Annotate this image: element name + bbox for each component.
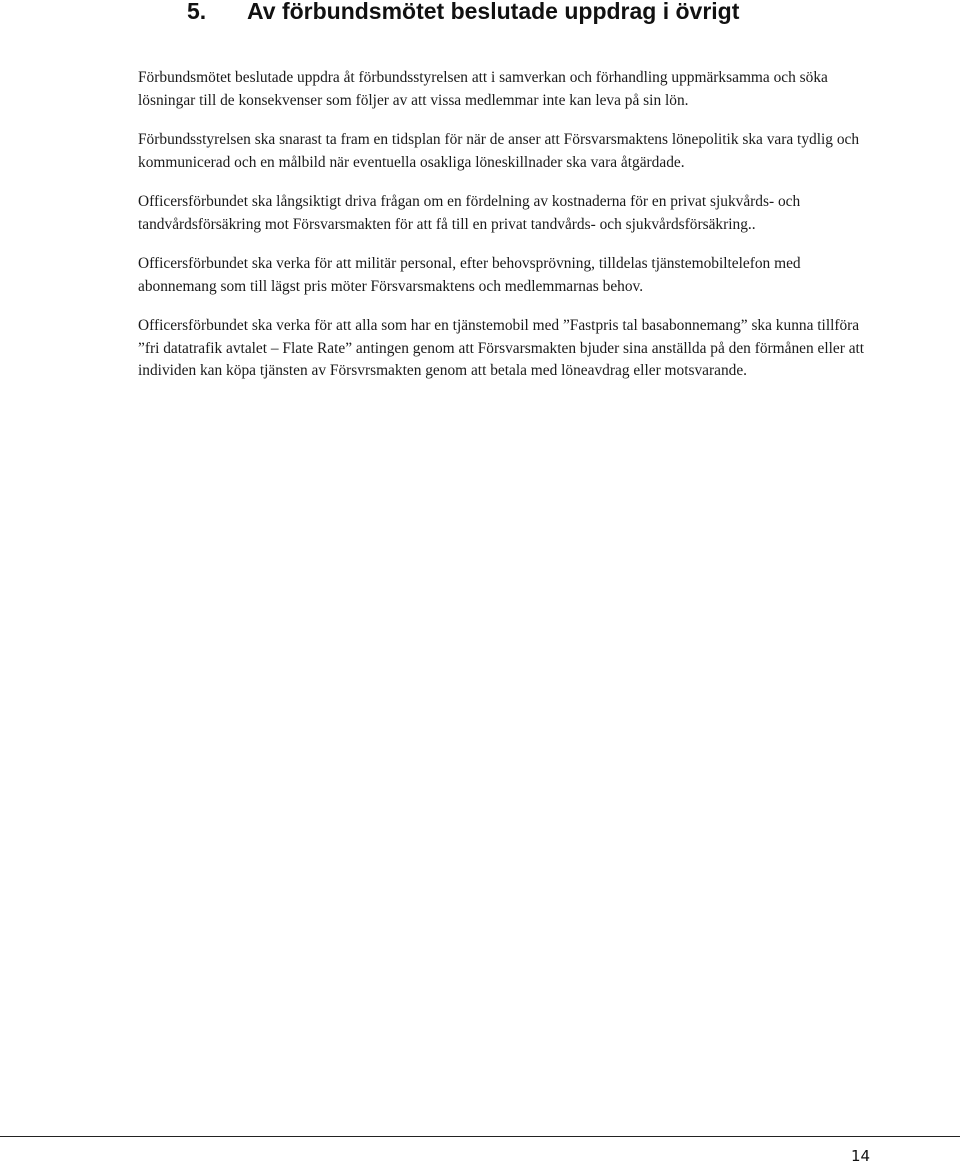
paragraph-5: Officersförbundet ska verka för att alla som har en tjänstemobil med ”Fastpris tal basabonnemang” ska kunna tillföra ”fri datatrafik avtalet – Flate Rate” antingen genom att Försvarsmakten bjuder sina anställda på den förmånen eller att individen kan köpa tjänsten av Försvrsmakten genom att betala med löneavdrag eller motsvarande. bbox=[138, 317, 865, 379]
paragraph-2: Förbundsstyrelsen ska snarast ta fram en tidsplan för när de anser att Försvarsmaktens lönepolitik ska vara tydlig och kommunicerad och en målbild när eventuella osakliga löneskillnader ska vara åtgärdade. bbox=[138, 131, 860, 171]
section-heading bbox=[187, 0, 739, 27]
section-title: Av förbundsmötet beslutade uppdrag i övrigt bbox=[247, 0, 740, 24]
paragraph-1: Förbundsmötet beslutade uppdra åt förbundsstyrelsen att i samverkan och förhandling uppmärksamma och söka lösningar till de konsekvenser som följer av att vissa medlemmar inte kan leva på sin lön. bbox=[138, 69, 828, 109]
footer-divider bbox=[0, 1136, 960, 1137]
document-body bbox=[138, 67, 874, 400]
paragraph-3: Officersförbundet ska långsiktigt driva frågan om en fördelning av kostnaderna för en privat sjukvårds- och tandvårdsförsäkring mot Försvarsmakten för att få till en privat tandvårds- och sjukvårdsförsäkring.. bbox=[138, 193, 801, 233]
page-number: 14 bbox=[851, 1147, 871, 1165]
section-number: 5. bbox=[187, 0, 207, 24]
paragraph-4: Officersförbundet ska verka för att militär personal, efter behovsprövning, tilldelas tjänstemobiltelefon med abonnemang som till lägst pris möter Försvarsmaktens och medlemmarnas behov. bbox=[138, 255, 801, 295]
